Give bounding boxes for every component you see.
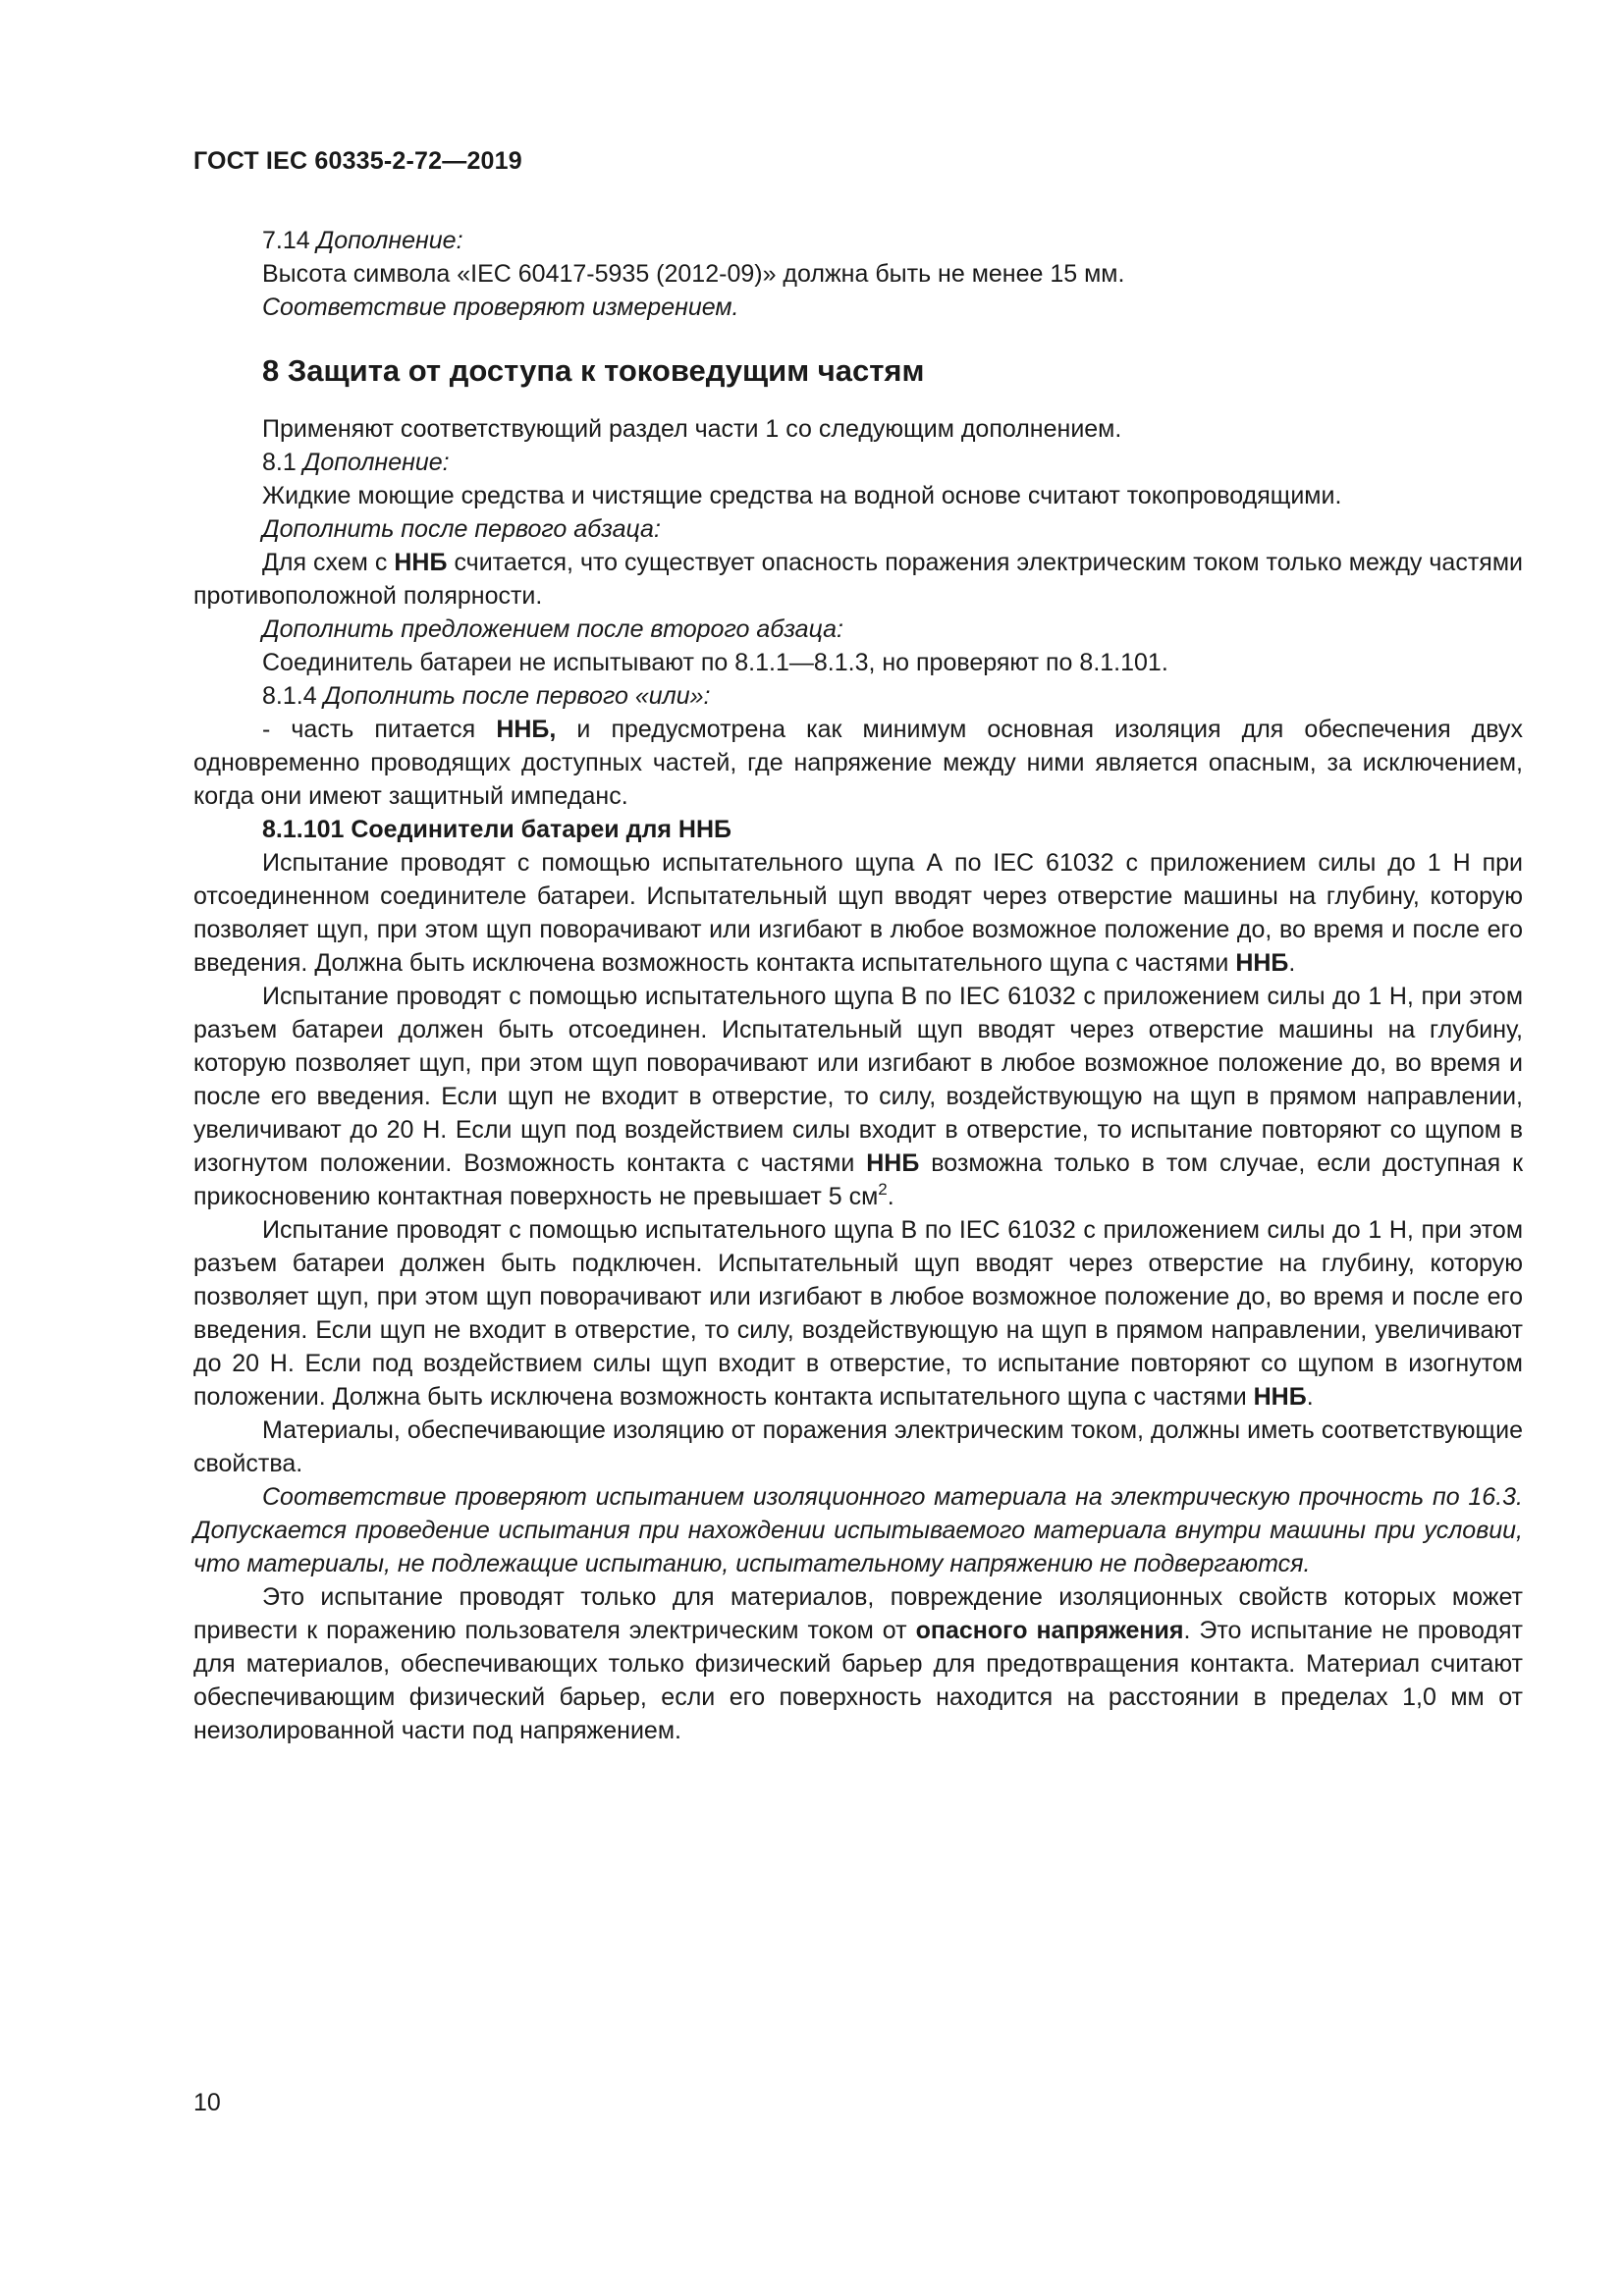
term-nnb: ННБ (1235, 949, 1289, 977)
clause-8-1-101-para-1 (193, 846, 1523, 980)
text-run: и предусмотрена как минимум основная изоляция для обеспечения двух одновременно проводящих доступных частей, где напряжение между ними является опасным, за исключением, когда они имеют защитный импеданс. (193, 716, 1523, 810)
clause-8-1-para-1 (193, 546, 1523, 613)
clause-label: Дополнение: (302, 449, 450, 476)
text-run: Для схем с (262, 549, 388, 576)
clause-8-1-101-para-5 (193, 1580, 1523, 1747)
text-run: . Это испытание не проводят для материалов, обеспечивающих только физический барьер для предотвращения контакта. Материал считают обеспечивающим физический барьер, если его поверхность находится на расстоянии в пределах 1,0 мм от неизолированной части под напряжением. (193, 1617, 1523, 1744)
term-nnb: ННБ (866, 1149, 920, 1177)
text-run: . (887, 1183, 894, 1210)
clause-7-14-compliance: Соответствие проверяют измерением. (262, 294, 739, 321)
clause-8-1-101-para-4: Материалы, обеспечивающие изоляцию от поражения электрическим током, должны иметь соответствующие свойства. (193, 1416, 1523, 1477)
clause-8-1-para-2: Соединитель батареи не испытывают по 8.1.1—8.1.3, но проверяют по 8.1.101. (262, 649, 1168, 676)
text-run: Испытание проводят с помощью испытательного щупа А по IEC 61032 с приложением силы до 1 Н при отсоединенном соединителе батареи. Испытательный щуп вводят через отверстие машины на глубину, которую позволяет щуп, при этом щуп поворачивают или изгибают в любое возможное положение до, во время и после его введения. Должна быть исключена возможность контакта испытательного щупа с частями (193, 849, 1523, 977)
page-number: 10 (193, 2089, 221, 2116)
term-nnb: ННБ (394, 549, 448, 576)
text-run: - часть питается (262, 716, 476, 743)
section-8-heading: 8 Защита от доступа к токоведущим частям (262, 353, 925, 388)
clause-8-1-instruction-1: Дополнить после первого абзаца: (262, 515, 661, 543)
term-hazardous-voltage: опасного напряжения (915, 1617, 1184, 1644)
document-body (193, 224, 1523, 1747)
clause-number: 8.1 (262, 449, 297, 476)
section-8-intro: Применяют соответствующий раздел части 1 со следующим дополнением. (262, 415, 1122, 443)
clause-8-1-4-item (193, 713, 1523, 813)
clause-8-1-101-heading: 8.1.101 Соединители батареи для ННБ (262, 816, 731, 843)
text-run: Испытание проводят с помощью испытательного щупа В по IEC 61032 с приложением силы до 1 Н, при этом разъем батареи должен быть отсоединен. Испытательный щуп вводят через отверстие машины на глубину, которую позволяет щуп, при этом щуп поворачивают или изгибают в любое возможное положение до, во время и после его введения. Если щуп не входит в отверстие, то силу, воздействующую на щуп в прямом направлении, увеличивают до 20 Н. Если щуп под воздействием силы входит в отверстие, то испытание повторяют со щупом в изогнутом положении. Возможность контакта с частями (193, 983, 1523, 1177)
document-header: ГОСТ IEC 60335-2-72—2019 (193, 147, 522, 175)
clause-8-1-instruction-2: Дополнить предложением после второго абзаца: (262, 615, 843, 643)
text-run: Испытание проводят с помощью испытательного щупа В по IEC 61032 с приложением силы до 1 Н, при этом разъем батареи должен быть подключен. Испытательный щуп вводят через отверстие на глубину, которую позволяет щуп, при этом щуп поворачивают или изгибают в любое возможное положение до, во время и после его введения. Если щуп не входит в отверстие, то силу, воздействующую на щуп в прямом направлении, увеличивают до 20 Н. Если под воздействием силы щуп входит в отверстие, то испытание повторяют со щупом в изогнутом положении. Должна быть исключена возможность контакта испытательного щупа с частями (193, 1216, 1523, 1411)
clause-8-1-title (193, 446, 1523, 479)
text-run: считается, что существует опасность поражения электрическим током только между частями противоположной полярности. (193, 549, 1523, 610)
text-run: . (1288, 949, 1296, 977)
clause-8-1-101-para-2 (193, 980, 1523, 1213)
clause-number: 7.14 (262, 227, 310, 254)
term-nnb: ННБ, (496, 716, 557, 743)
term-nnb: ННБ (1253, 1383, 1307, 1411)
text-run: . (1306, 1383, 1314, 1411)
clause-8-1-101-compliance: Соответствие проверяют испытанием изоляционного материала на электрическую прочность по 16.3. Допускается проведение испытания при нахождении испытываемого материала внутри машины при условии, что материалы, не подлежащие испытанию, испытательному напряжению не подвергаются. (193, 1483, 1523, 1577)
clause-number: 8.1.4 (262, 682, 317, 710)
superscript: 2 (878, 1180, 888, 1199)
clause-7-14-title (193, 224, 1523, 257)
clause-8-1-101-para-3 (193, 1213, 1523, 1414)
text-run: возможна только в том случае, если доступная к прикосновению контактная поверхность не превышает 5 см (193, 1149, 1524, 1210)
clause-label: Дополнить после первого «или»: (323, 682, 711, 710)
text-run: Это испытание проводят только для материалов, повреждение изоляционных свойств которых может привести к поражению пользователя электрическим током от (193, 1583, 1523, 1644)
clause-8-1-4-title (193, 679, 1523, 713)
clause-8-1-text: Жидкие моющие средства и чистящие средства на водной основе считают токопроводящими. (262, 482, 1342, 509)
clause-label: Дополнение: (316, 227, 463, 254)
clause-7-14-text: Высота символа «IEC 60417-5935 (2012-09)» должна быть не менее 15 мм. (262, 260, 1125, 288)
